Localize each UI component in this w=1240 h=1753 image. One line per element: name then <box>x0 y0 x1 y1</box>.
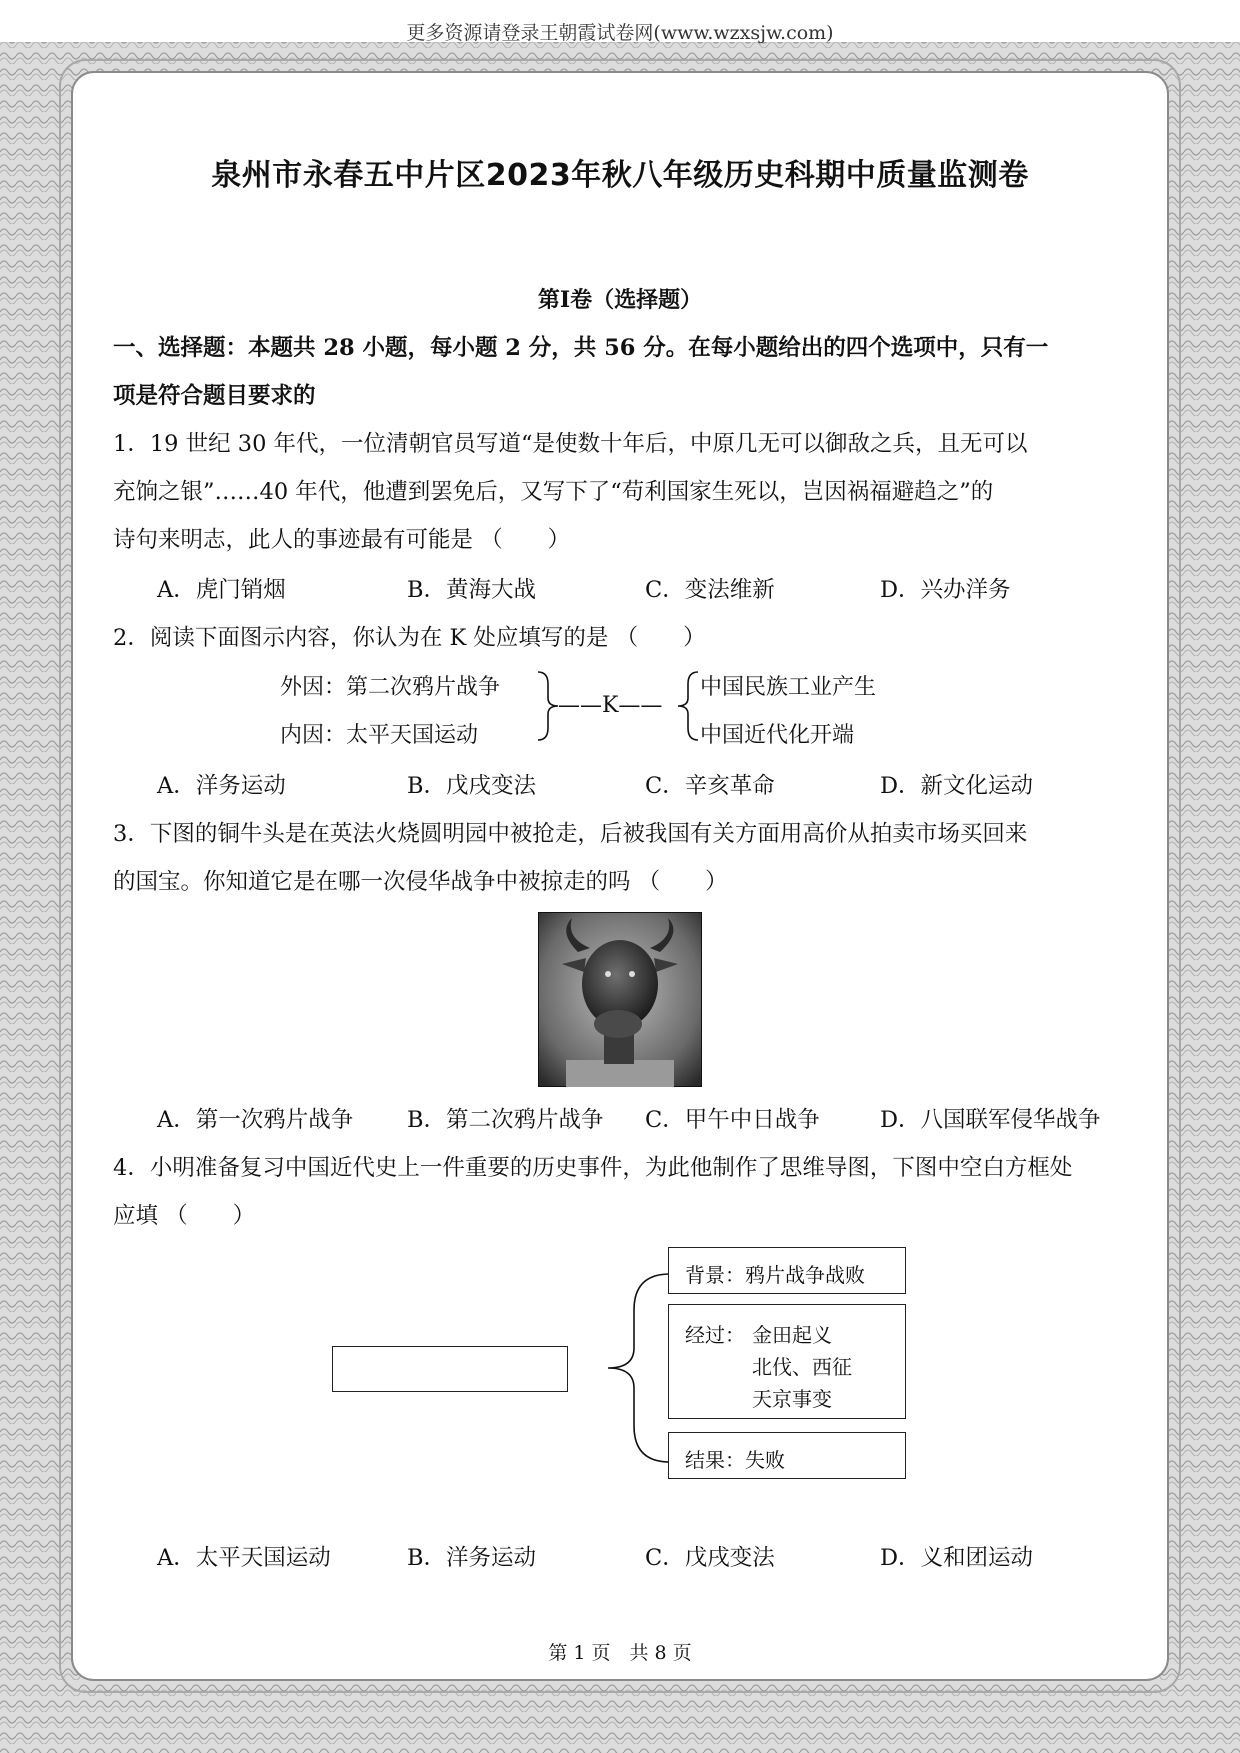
q3-option-a[interactable]: A．第一次鸦片战争 <box>157 1107 354 1133</box>
q4-option-a[interactable]: A．太平天国运动 <box>157 1545 331 1571</box>
q3-stem-line2: 的国宝。你知道它是在哪一次侵华战争中被掠走的吗 （ ） <box>113 869 728 895</box>
mindmap-process-label: 经过： <box>685 1323 745 1347</box>
q4-stem-line2: 应填 （ ） <box>113 1203 256 1229</box>
q2-diagram-k: ——K—— <box>558 693 663 718</box>
q1-option-d[interactable]: D．兴办洋务 <box>880 577 1011 603</box>
q2-option-d[interactable]: D．新文化运动 <box>880 773 1034 799</box>
page-footer: 第 1 页 共 8 页 <box>548 1642 692 1664</box>
mindmap-result-box <box>668 1432 906 1479</box>
mindmap-process-item-1: 金田起义 <box>752 1323 832 1347</box>
exam-title: 泉州市永春五中片区2023年秋八年级历史科期中质量监测卷 <box>211 158 1029 193</box>
q2-diagram-result1: 中国民族工业产生 <box>700 675 877 700</box>
q4-option-b[interactable]: B．洋务运动 <box>407 1545 537 1571</box>
q4-option-c[interactable]: C．戊戌变法 <box>645 1545 775 1571</box>
q1-stem-line2: 充饷之银”……40 年代，他遭到罢免后，又写下了“苟利国家生死以，岂因祸福避趋之”的 <box>113 479 994 505</box>
mindmap-result-text: 结果：失败 <box>685 1448 785 1472</box>
q2-stem: 2．阅读下面图示内容，你认为在 K 处应填写的是 （ ） <box>113 625 706 651</box>
q2-diagram-external-cause: 外因：第二次鸦片战争 <box>280 675 501 700</box>
header-note: 更多资源请登录王朝霞试卷网(www.wzxsjw.com) <box>406 22 834 44</box>
mindmap-background-box <box>668 1247 906 1294</box>
q3-option-c[interactable]: C．甲午中日战争 <box>645 1107 820 1133</box>
q2-option-c[interactable]: C．辛亥革命 <box>645 773 775 799</box>
q3-stem-line1: 3．下图的铜牛头是在英法火烧圆明园中被抢走，后被我国有关方面用高价从拍卖市场买回来 <box>113 821 1028 847</box>
q2-option-a[interactable]: A．洋务运动 <box>157 773 286 799</box>
q4-stem-line1: 4．小明准备复习中国近代史上一件重要的历史事件，为此他制作了思维导图，下图中空白方框处 <box>113 1155 1073 1181</box>
mindmap-blank-box[interactable] <box>332 1346 568 1392</box>
q2-option-b[interactable]: B．戊戌变法 <box>407 773 537 799</box>
part-title: 第Ⅰ卷（选择题） <box>537 287 703 313</box>
q1-stem-line1: 1．19 世纪 30 年代，一位清朝官员写道“是使数十年后，中原几无可以御敌之兵，且无可以 <box>113 431 1028 457</box>
q3-option-b[interactable]: B．第二次鸦片战争 <box>407 1107 604 1133</box>
q1-option-a[interactable]: A．虎门销烟 <box>157 577 286 603</box>
q1-option-c[interactable]: C．变法维新 <box>645 577 775 603</box>
mindmap-background-text: 背景：鸦片战争战败 <box>685 1263 865 1287</box>
mindmap-process-item-2: 北伐、西征 <box>752 1355 852 1379</box>
q2-diagram-result2: 中国近代化开端 <box>700 723 855 748</box>
q1-option-b[interactable]: B．黄海大战 <box>407 577 537 603</box>
q4-option-d[interactable]: D．义和团运动 <box>880 1545 1034 1571</box>
mindmap-process-box <box>668 1304 906 1419</box>
mindmap-brace <box>604 1270 674 1466</box>
bronze-ox-head-photo <box>538 912 702 1087</box>
section-instructions-line2: 项是符合题目要求的 <box>113 383 316 409</box>
q1-stem-line3: 诗句来明志，此人的事迹最有可能是 （ ） <box>113 527 571 553</box>
q2-diagram-internal-cause: 内因：太平天国运动 <box>280 723 479 748</box>
mindmap-process-item-3: 天京事变 <box>752 1387 832 1411</box>
q3-option-d[interactable]: D．八国联军侵华战争 <box>880 1107 1101 1133</box>
section-instructions-line1: 一、选择题：本题共 28 小题，每小题 2 分，共 56 分。在每小题给出的四个选项中，只有一 <box>113 335 1049 361</box>
